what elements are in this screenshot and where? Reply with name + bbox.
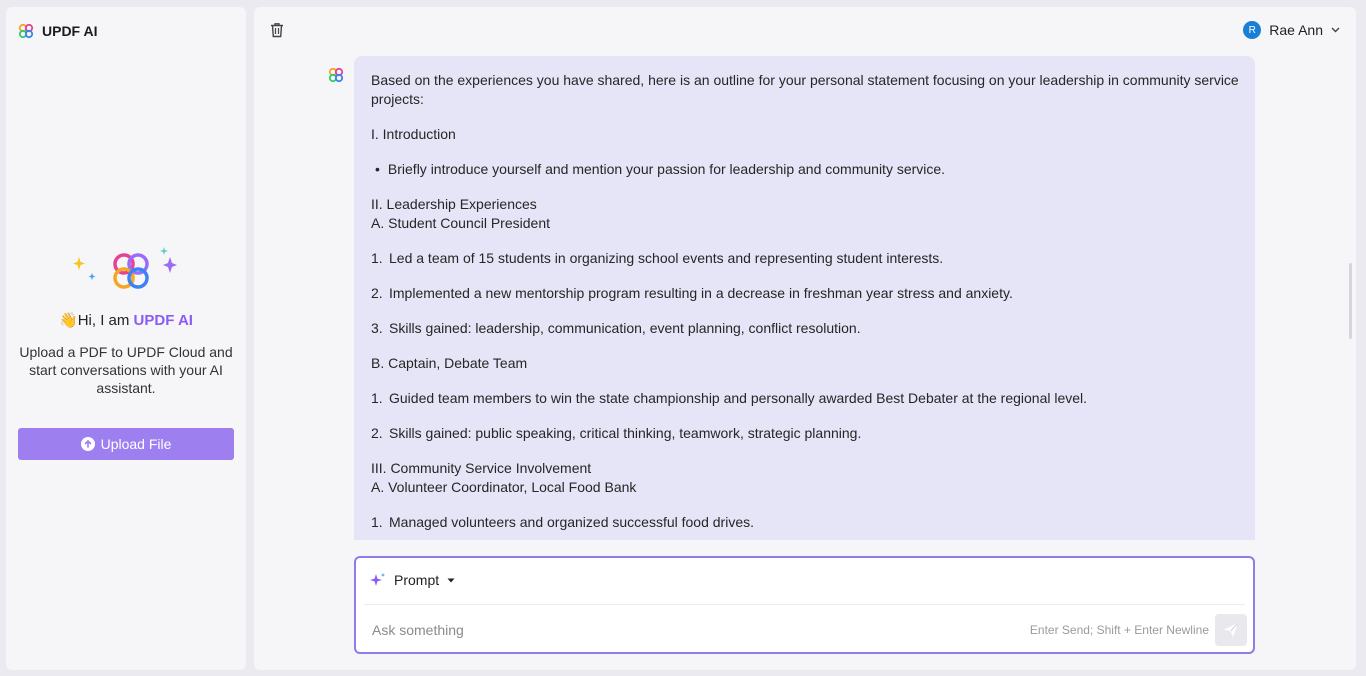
ask-input[interactable] [372, 618, 992, 642]
list-item: • Briefly introduce yourself and mention your passion for leadership and community service. [375, 161, 946, 177]
prompt-label: Prompt [394, 572, 440, 588]
list-item: 2. Skills gained: public speaking, critical thinking, teamwork, strategic planning. [371, 425, 862, 441]
list-item: 3. Skills gained: leadership, communication, event planning, conflict resolution. [371, 320, 861, 336]
upload-file-label: Upload File [100, 436, 172, 452]
chevron-down-icon [1331, 27, 1340, 33]
ai-hero-icon [66, 247, 186, 297]
upload-icon [81, 437, 95, 451]
section-heading: II. Leadership Experiences [371, 196, 537, 212]
list-item: 1. Led a team of 15 students in organizing school events and representing student interests. [371, 250, 944, 266]
subsection-heading: A. Volunteer Coordinator, Local Food Bank [371, 479, 637, 495]
avatar: R [1243, 21, 1261, 39]
list-item: 1. Guided team members to win the state championship and personally awarded Best Debater at the regional level. [371, 390, 1088, 406]
greeting [6, 311, 246, 329]
scrollbar[interactable] [1349, 263, 1352, 339]
intro-text: Upload a PDF to UPDF Cloud and start conversations with your AI assistant. [19, 344, 233, 396]
bullet-dot: • [375, 161, 380, 177]
trash-icon[interactable] [270, 22, 286, 40]
ai-message [354, 56, 1255, 540]
upload-file-button[interactable] [18, 428, 234, 460]
prompt-dropdown[interactable] [370, 572, 455, 588]
user-menu[interactable] [1243, 21, 1340, 39]
divider [364, 604, 1245, 605]
ai-avatar-icon [328, 67, 344, 83]
brand [18, 23, 97, 39]
greeting-brand: UPDF AI [133, 312, 193, 329]
subsection-heading: B. Captain, Debate Team [371, 355, 528, 371]
sparkle-icon [370, 572, 386, 588]
subsection-heading: A. Student Council President [371, 215, 550, 231]
section-heading: I. Introduction [371, 126, 456, 142]
list-item: 2. Implemented a new mentorship program resulting in a decrease in freshman year stress and anxiety. [371, 285, 1013, 301]
sidebar [6, 7, 246, 670]
updf-logo-icon [18, 23, 34, 39]
wave-icon: 👋 [59, 312, 78, 329]
section-heading: III. Community Service Involvement [371, 460, 592, 476]
caret-down-icon [447, 578, 455, 583]
list-item: 1. Managed volunteers and organized successful food drives. [371, 514, 754, 530]
user-name: Rae Ann [1269, 22, 1323, 38]
greeting-text: Hi, I am [77, 312, 134, 329]
send-button[interactable] [1215, 614, 1247, 646]
send-icon [1223, 622, 1239, 638]
chat-panel [254, 7, 1356, 670]
shortcut-hint: Enter Send; Shift + Enter Newline [1029, 623, 1209, 637]
message-intro: Based on the experiences you have shared, here is an outline for your personal statement focusing on your leadership in community service projects: [371, 72, 1239, 107]
composer [354, 556, 1255, 654]
brand-name: UPDF AI [42, 23, 98, 39]
